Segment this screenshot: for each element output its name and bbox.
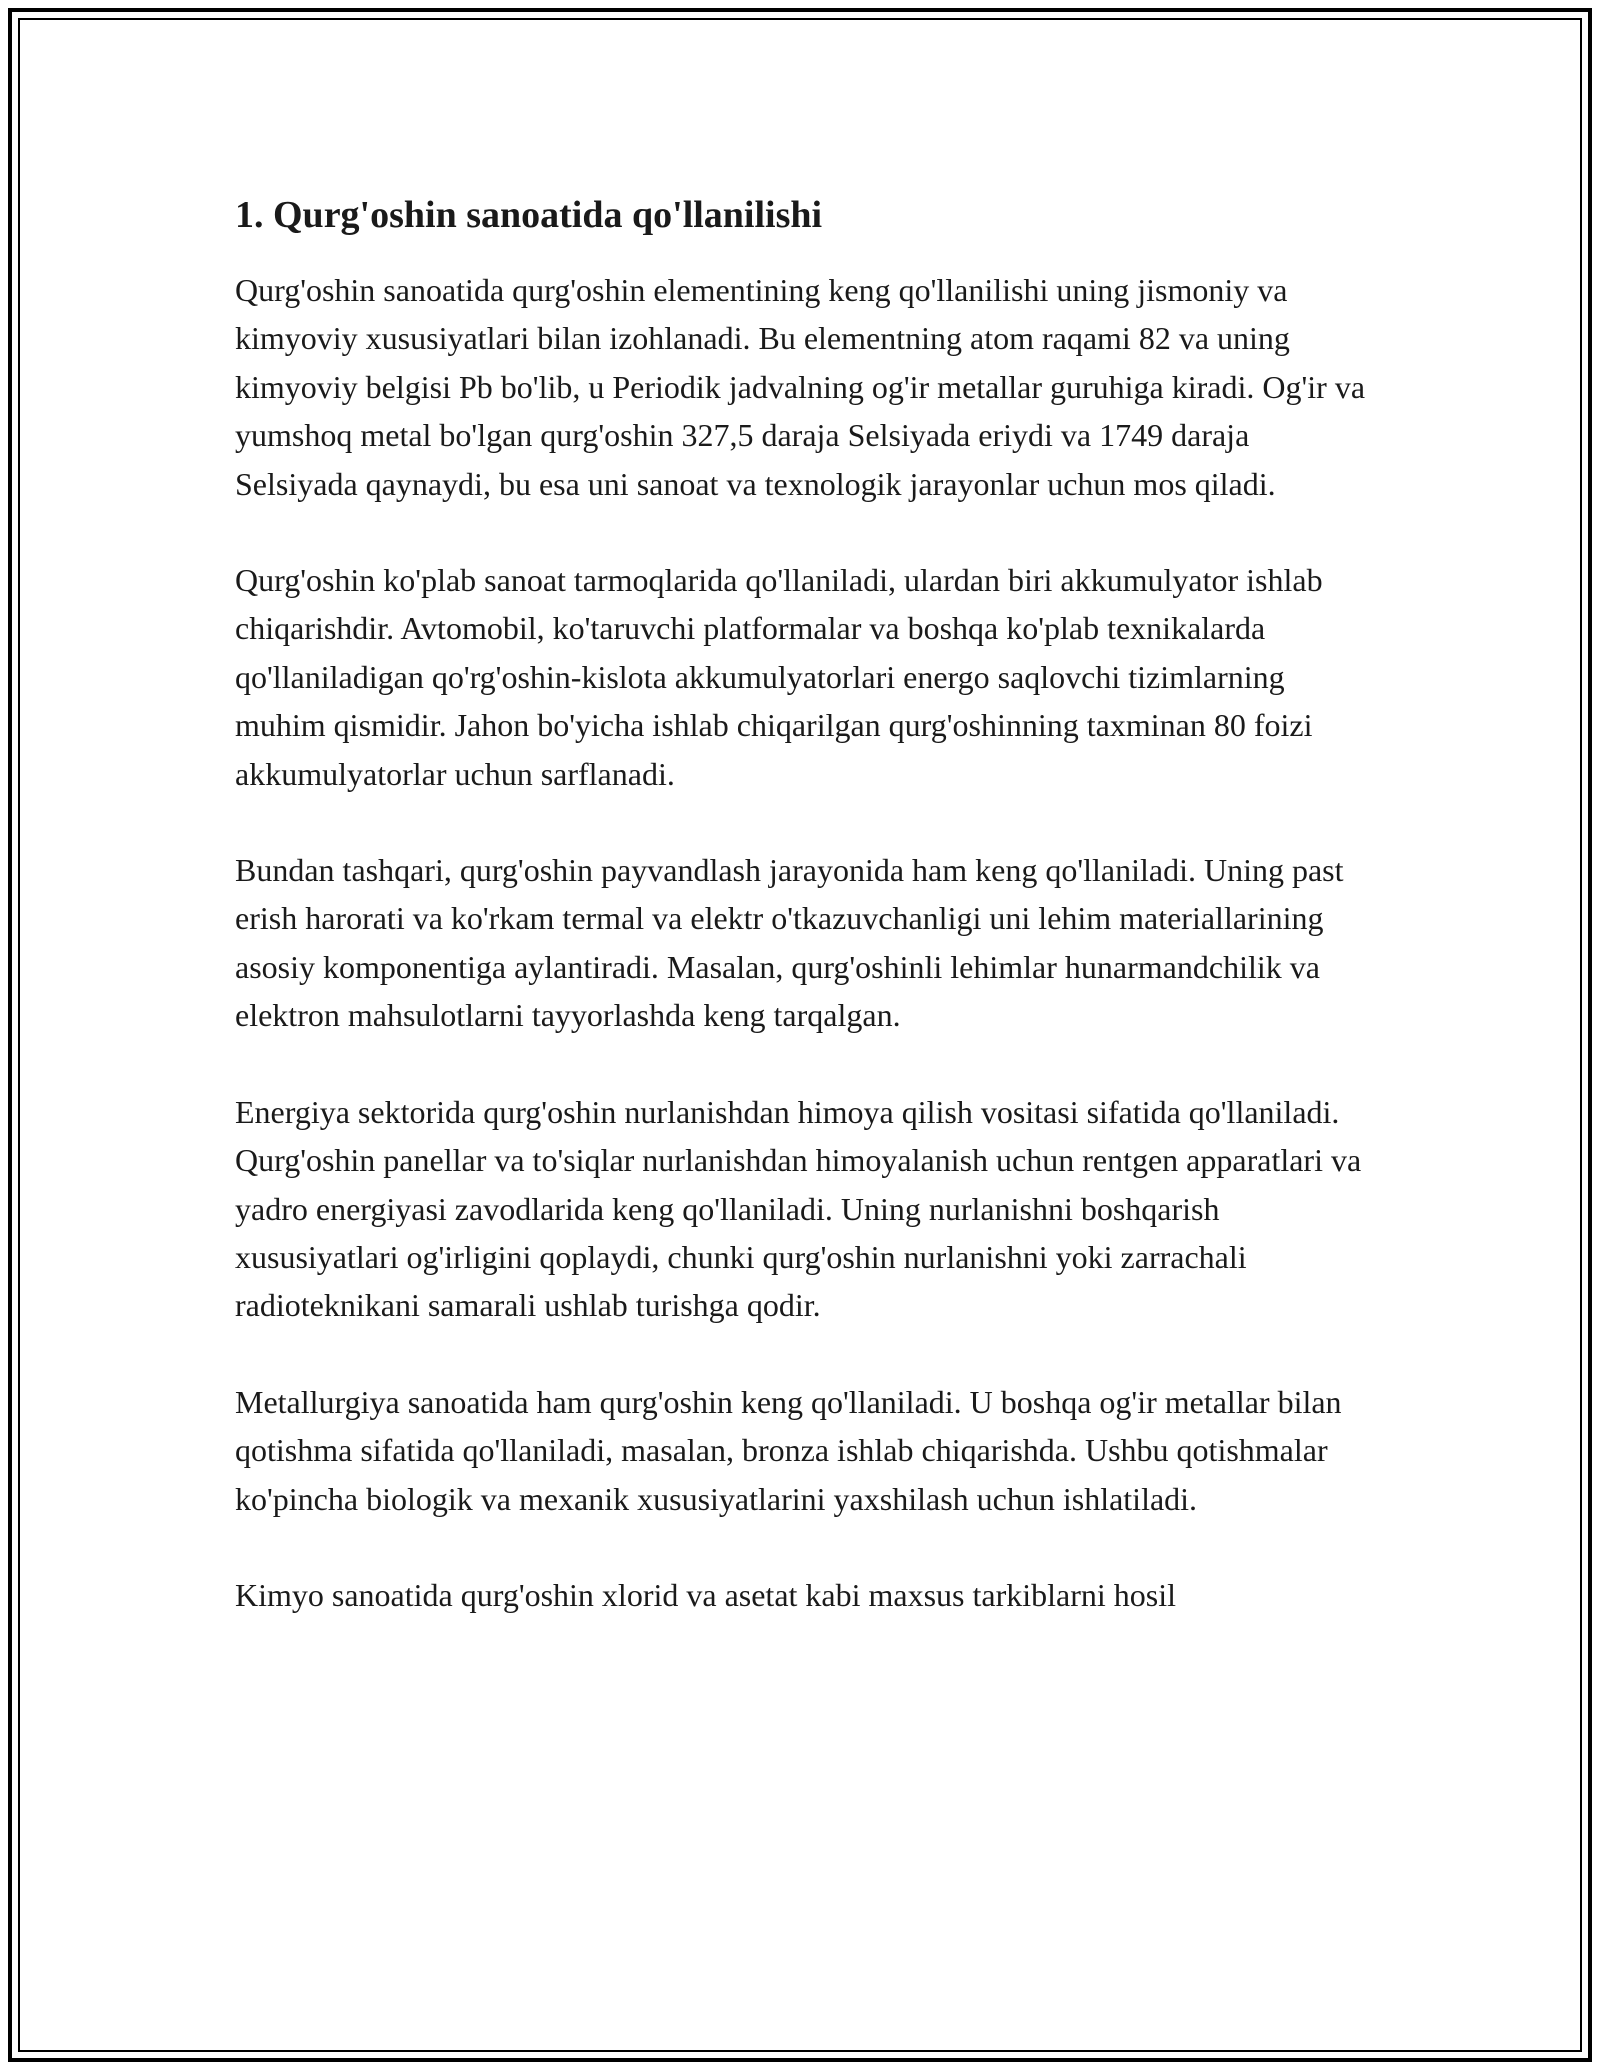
section-heading: 1. Qurg'oshin sanoatida qo'llanilishi — [235, 194, 823, 236]
document-body — [235, 186, 1365, 1667]
paragraph-batteries: Qurg'oshin ko'plab sanoat tarmoqlarida qo'llaniladi, ulardan biri akkumulyator ishlab chiqarishdir. Avtomobil, ko'taruvchi platformalar va boshqa ko'plab texnikalarda qo'llaniladigan qo'rg'oshin-kislota akkumulyatorlari energo saqlovchi tizimlarning muhim qismidir. Jahon bo'yicha ishlab chiqarilgan qurg'oshinning taxminan 80 foizi akkumulyatorlar uchun sarflanadi. — [235, 562, 1323, 792]
paragraph-metallurgy: Metallurgiya sanoatida ham qurg'oshin keng qo'llaniladi. U boshqa og'ir metallar bilan qotishma sifatida qo'llaniladi, masalan, bronza ishlab chiqarishda. Ushbu qotishmalar ko'pincha biologik va mexanik xususiyatlarini yaxshilash uchun ishlatiladi. — [235, 1383, 1342, 1517]
paragraph-radiation-shielding: Energiya sektorida qurg'oshin nurlanishdan himoya qilish vositasi sifatida qo'llaniladi. Qurg'oshin panellar va to'siqlar nurlanishdan himoyalanish uchun rentgen apparatlari va yadro energiyasi zavodlarida keng qo'llaniladi. Uning nurlanishni boshqarish xususiyatlari og'irligini qoplaydi, chunki qurg'oshin nurlanishni yoki zarrachali radioteknikani samarali ushlab turishga qodir. — [235, 1093, 1362, 1324]
paragraph-chemistry: Kimyo sanoatida qurg'oshin xlorid va asetat kabi maxsus tarkiblarni hosil — [235, 1576, 1177, 1613]
paragraph-properties: Qurg'oshin sanoatida qurg'oshin elementining keng qo'llanilishi uning jismoniy va kimyoviy xususiyatlari bilan izohlanadi. Bu elementning atom raqami 82 va uning kimyoviy belgisi Pb bo'lib, u Periodik jadvalning og'ir metallar guruhiga kiradi. Og'ir va yumshoq metal bo'lgan qurg'oshin 327,5 daraja Selsiyada eriydi va 1749 daraja Selsiyada qaynaydi, bu esa uni sanoat va texnologik jarayonlar uchun mos qiladi. — [235, 272, 1366, 502]
paragraph-soldering: Bundan tashqari, qurg'oshin payvandlash jarayonida ham keng qo'llaniladi. Uning past erish harorati va ko'rkam termal va elektr o'tkazuvchanligi uni lehim materiallarining asosiy komponentiga aylantiradi. Masalan, qurg'oshinli lehimlar hunarmandchilik va elektron mahsulotlarni tayyorlashda keng tarqalgan. — [235, 852, 1344, 1034]
